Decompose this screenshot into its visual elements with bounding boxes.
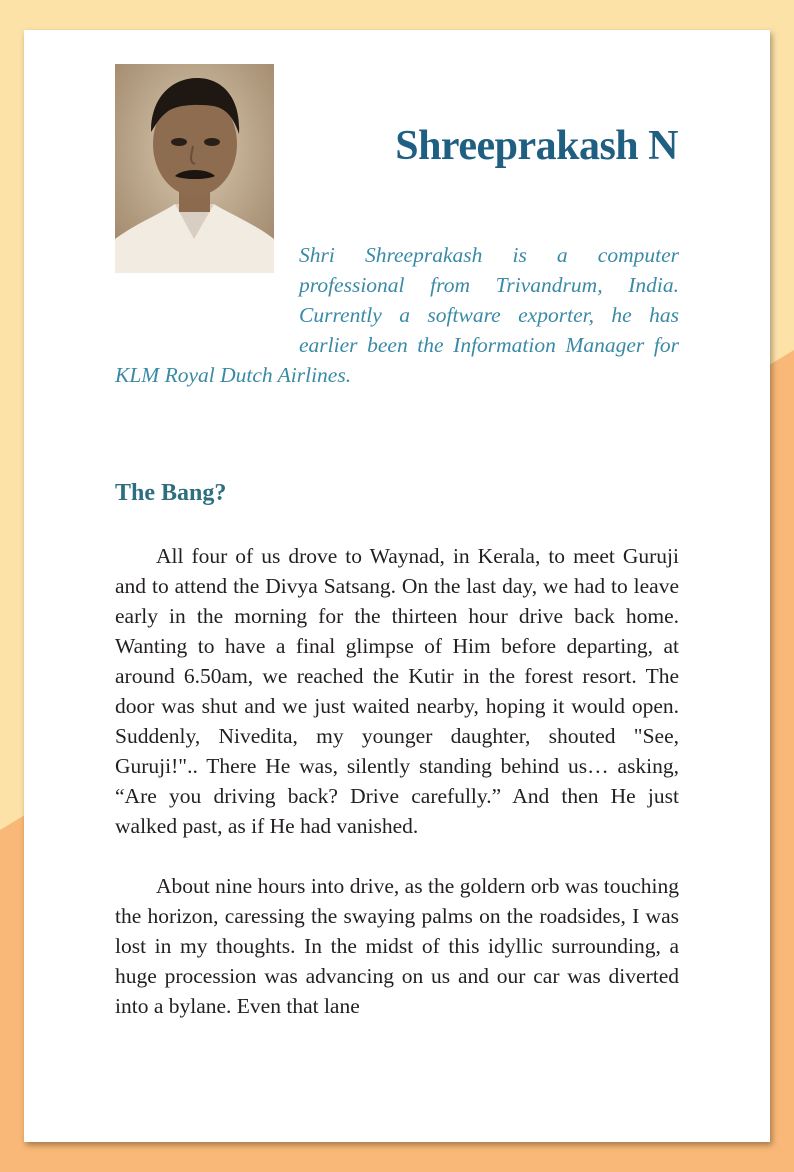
author-bio	[115, 240, 679, 390]
author-name: Shreeprakash N	[395, 123, 678, 169]
document-page	[24, 30, 770, 1142]
photo-wrap-spacer	[115, 240, 299, 333]
story-paragraph: About nine hours into drive, as the goldern orb was touching the horizon, caressing the swaying palms on the roadsides, I was lost in my thoughts. In the midst of this idyllic surrounding, a huge procession was advancing on us and our car was diverted into a bylane. Even that lane	[115, 874, 679, 1018]
story-title: The Bang?	[115, 480, 227, 506]
story-paragraph: All four of us drove to Waynad, in Kerala, to meet Guruji and to attend the Divya Satsang. On the last day, we had to leave early in the morning for the thirteen hour drive back home. Wanting to have a final glimpse of Him before departing, at around 6.50am, we reached the Kutir in the forest resort. The door was shut and we just waited nearby, hoping it would open. Suddenly, Nivedita, my younger daughter, shouted "See, Guruji!".. There He was, silently standing behind us… asking, “Are you driving back? Drive carefully.” And then He just walked past, as if He had vanished.	[115, 544, 679, 838]
author-bio-text: Shri Shreeprakash is a computer professional from Trivandrum, India. Currently a software exporter, he has earlier been the Information Manager for KLM Royal Dutch Airlines.	[115, 243, 679, 387]
story-body	[115, 541, 679, 1051]
